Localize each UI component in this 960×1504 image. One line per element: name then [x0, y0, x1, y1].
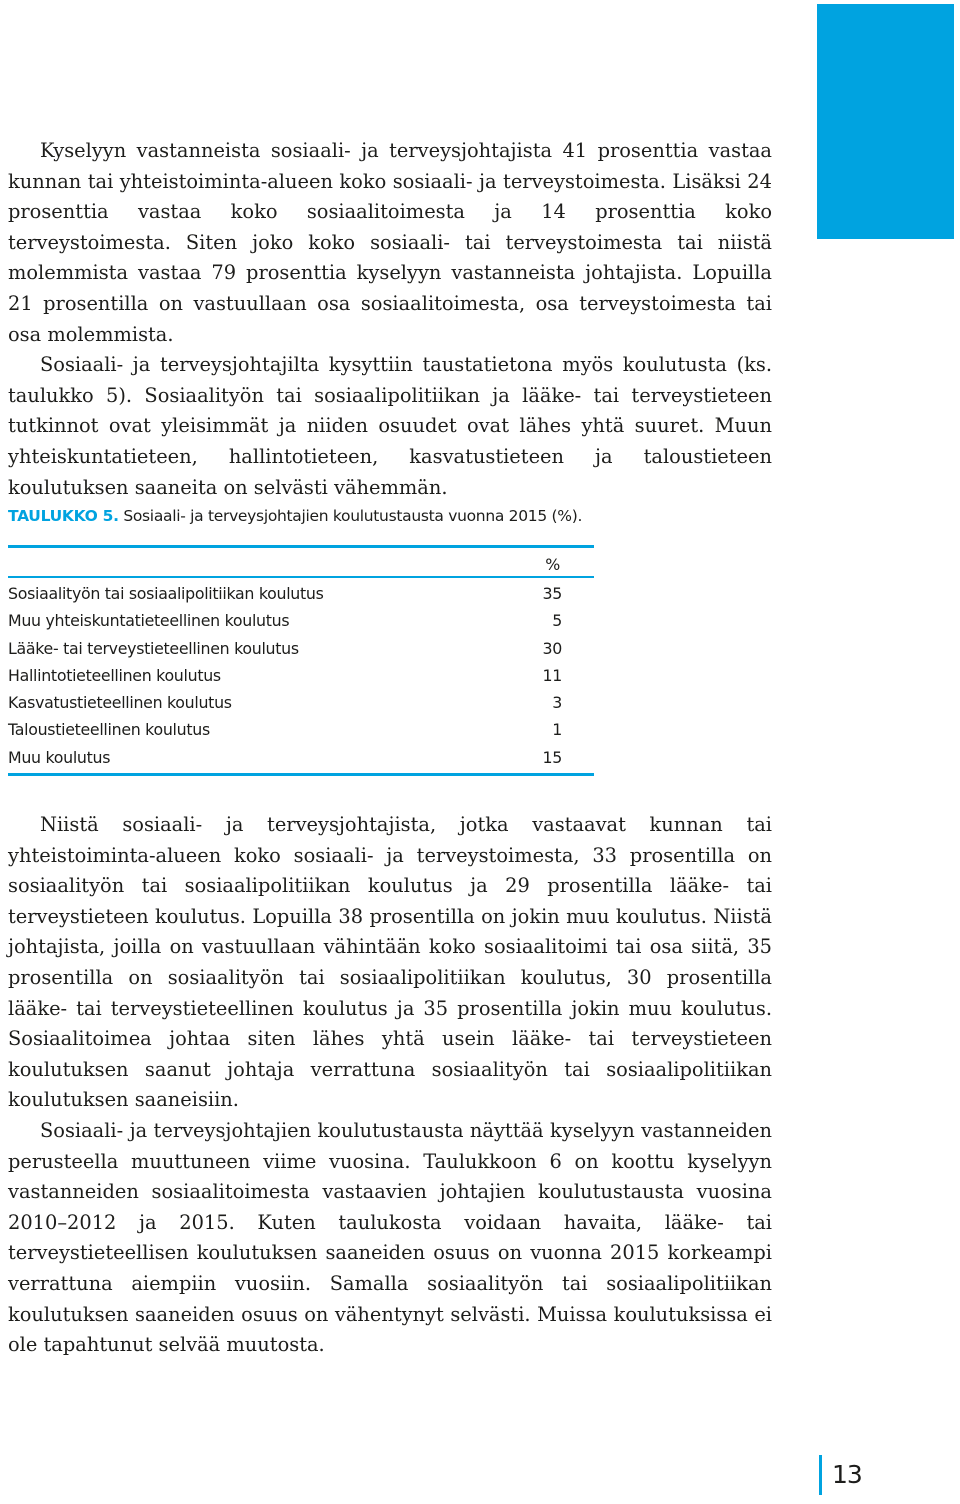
paragraph: Kyselyyn vastanneista sosiaali- ja terveysjohtajista 41 prosenttia vastaa kunnan tai yhteistoiminta-alueen koko sosiaali- ja terveystoimesta. Lisäksi 24 prosenttia vastaa koko sosiaalitoimesta ja 14 prosenttia koko terveystoimesta. Siten joko koko sosiaali- tai terveystoimesta tai niistä molemmista vastaa 79 prosenttia kyselyyn vastanneista johtajista. Lopuilla 21 prosentilla on vastuullaan osa sosiaalitoimesta, osa terveystoimesta tai osa molemmista. [8, 139, 772, 346]
row-value: 35 [542, 584, 562, 603]
table-caption-label: TAULUKKO 5. [8, 507, 119, 525]
row-category: Muu yhteiskuntatieteellinen koulutus [8, 611, 290, 631]
table-row [8, 662, 594, 689]
row-value: 5 [552, 611, 562, 631]
row-category: Sosiaalityön tai sosiaalipolitiikan koulutus [8, 584, 324, 603]
paragraph: Sosiaali- ja terveysjohtajilta kysyttiin taustatietona myös koulutusta (ks. taulukko 5). Sosiaalityön tai sosiaalipolitiikan ja lääke- tai terveystieteen tutkinnot ovat yleisimmät ja niiden osuudet ovat lähes yhtä suuret. Muun yhteiskuntatieteen, hallintotieteen, kasvatustieteen ja taloustieteen koulutuksen saaneita on selvästi vähemmän. [8, 353, 772, 499]
education-table [8, 545, 594, 776]
table-caption-text: Sosiaali- ja terveysjohtajien koulutustausta vuonna 2015 (%). [123, 507, 583, 525]
table-header [8, 548, 594, 578]
row-category: Kasvatustieteellinen koulutus [8, 693, 232, 713]
table-row [8, 607, 594, 634]
row-value: 15 [542, 747, 562, 767]
row-category: Lääke- tai terveystieteellinen koulutus [8, 638, 299, 658]
table-row [8, 635, 594, 662]
paragraph: Sosiaali- ja terveysjohtajien koulutustausta näyttää kyselyyn vastanneiden perusteella muuttuneen viime vuosina. Taulukkoon 6 on koottu kyselyyn vastanneiden sosiaalitoimesta vastaavien johtajien koulutustausta vuosina 2010–2012 ja 2015. Kuten taulukosta voidaan havaita, lääke- tai terveystieteellisen koulutuksen saaneiden osuus on vuonna 2015 korkeampi verrattuna aiempiin vuosiin. Samalla sosiaalityön tai sosiaalipolitiikan koulutuksen saaneiden osuus on vähentynyt selvästi. Muissa koulutuksissa ei ole tapahtunut selvää muutosta. [8, 1118, 772, 1357]
page-number: 13 [819, 1455, 862, 1495]
row-category: Hallintotieteellinen koulutus [8, 665, 221, 685]
row-category: Muu koulutus [8, 747, 111, 767]
table-row [8, 580, 594, 607]
table-row [8, 716, 594, 743]
row-value: 30 [542, 638, 562, 658]
row-value: 3 [552, 693, 562, 713]
table-row [8, 744, 594, 771]
body-text-bottom [8, 810, 772, 1361]
paragraph: Niistä sosiaali- ja terveysjohtajista, jotka vastaavat kunnan tai yhteistoiminta-alueen koko sosiaali- ja terveystoimesta, 33 prosentilla on sosiaalityön tai sosiaalipolitiikan koulutus ja 29 prosentilla lääke- tai terveystieteen koulutus. Lopuilla 38 prosentilla on jokin muu koulutus. Niistä johtajista, joilla on vastuullaan vähintään koko sosiaalitoimi tai osa siitä, 35 prosentilla on sosiaalityön tai sosiaalipolitiikan koulutus, 30 prosentilla lääke- tai terveystieteellinen koulutus ja 35 prosentilla jokin muu koulutus. Sosiaalitoimea johtaa siten lähes yhtä usein lääke- tai terveystieteen koulutuksen saanut johtaja verrattuna sosiaalityön tai sosiaalipolitiikan koulutuksen saaneisiin. [8, 813, 772, 1112]
chapter-tab [817, 4, 954, 239]
body-text-top [8, 136, 772, 503]
row-value: 1 [552, 720, 562, 740]
row-category: Taloustieteellinen koulutus [8, 720, 210, 740]
percent-column-header: % [545, 555, 560, 574]
table-caption [8, 507, 768, 525]
table-row [8, 689, 594, 716]
row-value: 11 [542, 665, 562, 685]
table-body [8, 580, 594, 773]
